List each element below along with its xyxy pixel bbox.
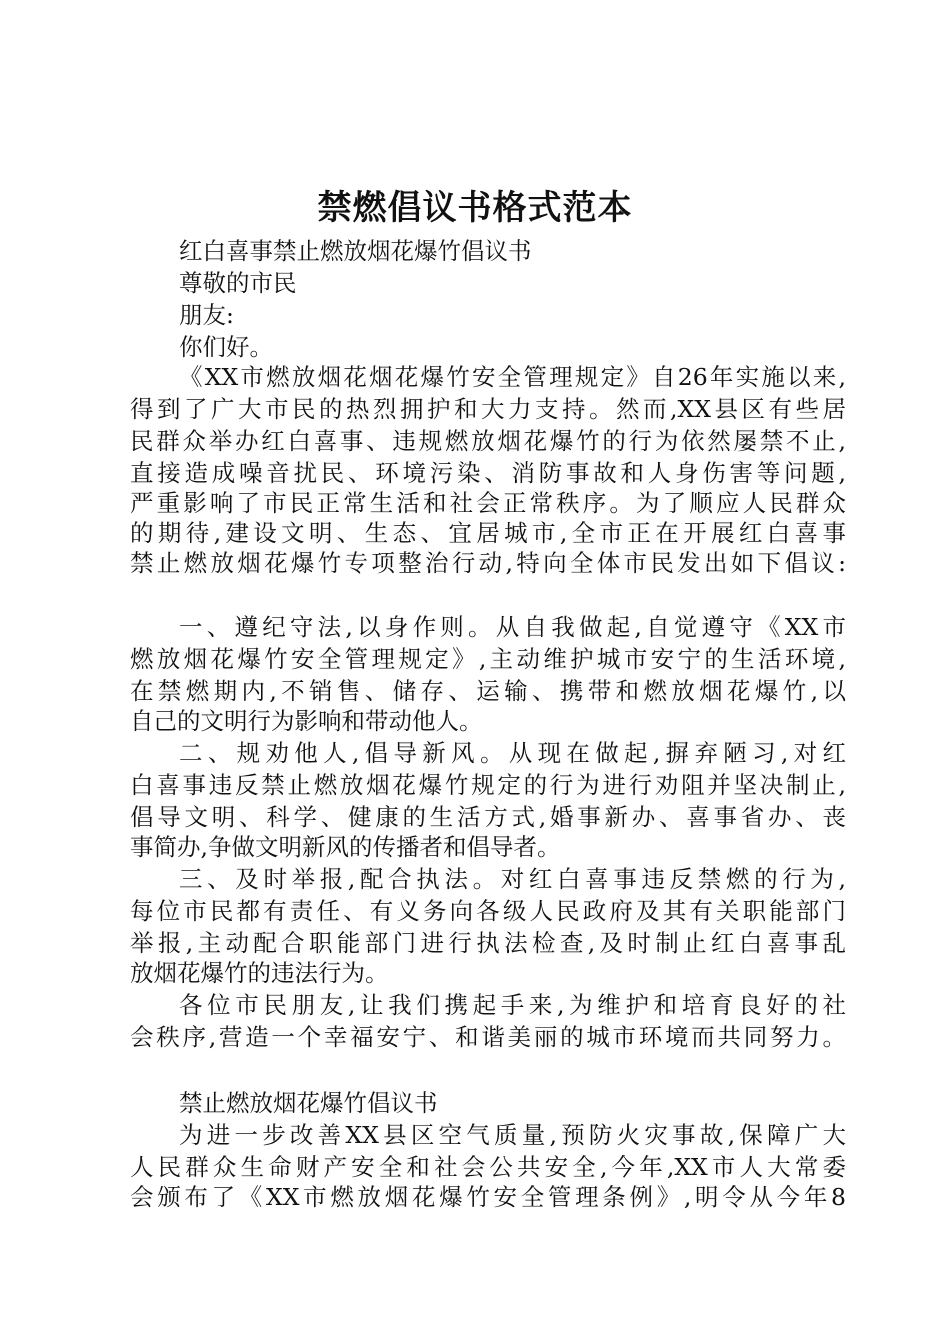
greeting-line: 你们好。 [179,333,273,361]
item3-line-3: 举报,主动配合职能部门进行执法检查,及时制止红白喜事乱 [130,929,846,957]
salutation-line-1: 尊敬的市民 [179,269,297,297]
salutation-line-2: 朋友: [179,301,234,329]
section2-heading: 禁止燃放烟花爆竹倡议书 [179,1089,438,1117]
section2-line-2: 人民群众生命财产安全和社会公共安全,今年,XX市人大常委 [130,1153,846,1181]
intro-heading: 红白喜事禁止燃放烟花爆竹倡议书 [179,237,532,265]
closing-line-2: 会秩序,营造一个幸福安宁、和谐美丽的城市环境而共同努力。 [130,1023,846,1051]
para1-line-7: 禁止燃放烟花爆竹专项整治行动,特向全体市民发出如下倡议: [130,549,846,577]
item2-line-1: 二、规劝他人,倡导新风。从现在做起,摒弃陋习,对红 [179,739,846,767]
item3-line-4: 放烟花爆竹的违法行为。 [130,959,389,987]
document-title: 禁燃倡议书格式范本 [317,188,633,228]
para1-line-6: 的期待,建设文明、生态、宜居城市,全市正在开展红白喜事 [130,519,846,547]
para1-line-2: 得到了广大市民的热烈拥护和大力支持。然而,XX县区有些居 [130,395,846,423]
item3-line-2: 每位市民都有责任、有义务向各级人民政府及其有关职能部门 [130,897,846,925]
item3-line-1: 三、及时举报,配合执法。对红白喜事违反禁燃的行为, [179,865,846,893]
item1-line-3: 在禁燃期内,不销售、储存、运输、携带和燃放烟花爆竹,以 [130,677,846,705]
item1-line-2: 燃放烟花爆竹安全管理规定》,主动维护城市安宁的生活环境, [130,645,846,673]
para1-line-5: 严重影响了市民正常生活和社会正常秩序。为了顺应人民群众 [130,489,846,517]
para1-line-4: 直接造成噪音扰民、环境污染、消防事故和人身伤害等问题, [130,459,846,487]
item1-line-4: 自己的文明行为影响和带动他人。 [130,707,483,735]
item2-line-4: 事简办,争做文明新风的传播者和倡导者。 [130,833,561,861]
para1-line-3: 民群众举办红白喜事、违规燃放烟花爆竹的行为依然屡禁不止, [130,427,846,455]
item2-line-3: 倡导文明、科学、健康的生活方式,婚事新办、喜事省办、丧 [130,803,846,831]
para1-line-1: 《XX市燃放烟花烟花爆竹安全管理规定》自26年实施以来, [179,363,846,391]
section2-line-1: 为进一步改善XX县区空气质量,预防火灾事故,保障广大 [179,1121,846,1149]
item2-line-2: 白喜事违反禁止燃放烟花爆竹规定的行为进行劝阻并坚决制止, [130,771,846,799]
closing-line-1: 各位市民朋友,让我们携起手来,为维护和培育良好的社 [179,991,846,1019]
item1-line-1: 一、遵纪守法,以身作则。从自我做起,自觉遵守《XX市 [179,613,846,641]
section2-line-3: 会颁布了《XX市燃放烟花爆竹安全管理条例》,明令从今年8 [130,1183,846,1211]
